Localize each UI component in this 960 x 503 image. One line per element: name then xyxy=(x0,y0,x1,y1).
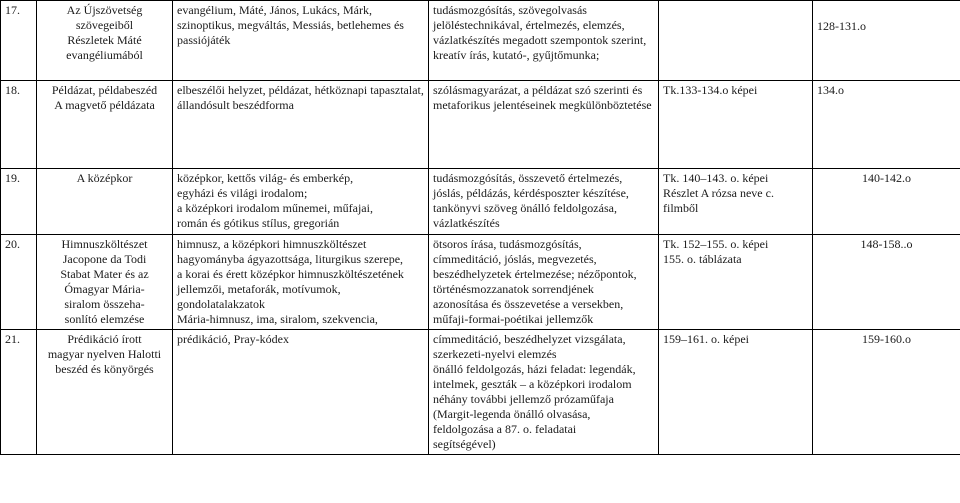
lesson-pages: 140-142.o xyxy=(813,169,960,235)
lesson-activity: tudásmozgósítás, szövegolvasás jelöléstechnikával, értelmezés, elemzés, vázlatkészítés megadott szempontok szerint, kreatív írás, kutató-, gyűjtőmunka; xyxy=(429,1,659,81)
content-line: hagyományba ágyazottsága, liturgikus szerepe, xyxy=(177,252,404,266)
activity-line: történésmozzanatok sorrendjének xyxy=(433,282,594,296)
table-row xyxy=(1,330,960,455)
content-line: román és gótikus stílus, gregorián xyxy=(177,216,340,230)
lesson-activity: szólásmagyarázat, a példázat szó szerinti és metaforikus jelentéseinek megkülönböztetése xyxy=(429,81,659,169)
topic-line: beszéd és könyörgés xyxy=(55,362,154,376)
activity-line: tankönyvi szöveg önálló feldolgozása, xyxy=(433,201,617,215)
activity-line: ötsoros írása, tudásmozgósítás, xyxy=(433,237,582,251)
activity-line: (Margit-legenda önálló olvasása, xyxy=(433,407,591,421)
lesson-number: 17. xyxy=(1,1,37,81)
activity-line: segítségével) xyxy=(433,437,496,451)
activity-line: önálló feldolgozás, házi feladat: legendák, xyxy=(433,362,636,376)
content-line: a középkori irodalom műnemei, műfajai, xyxy=(177,201,373,215)
activity-line: intelmek, geszták – a középkori irodalom xyxy=(433,377,632,391)
lesson-content: evangélium, Máté, János, Lukács, Márk, szinoptikus, megváltás, Messiás, betlehemes és passiójáték xyxy=(173,1,429,81)
lesson-activity xyxy=(429,169,659,235)
activity-line: beszédhelyzetek értelmezése; nézőpontok, xyxy=(433,267,637,281)
content-line: középkor, kettős világ- és emberkép, xyxy=(177,171,354,185)
lesson-topic xyxy=(37,235,173,330)
textbook-line: 159–161. o. képei xyxy=(663,332,749,346)
content-line: Mária-himnusz, ima, siralom, szekvencia, xyxy=(177,312,378,326)
lesson-number: 18. xyxy=(1,81,37,169)
content-line: prédikáció, Pray-kódex xyxy=(177,332,289,346)
lesson-topic xyxy=(37,81,173,169)
activity-line: szerkezeti-nyelvi elemzés xyxy=(433,347,557,361)
activity-line: címmeditáció, beszédhelyzet vizsgálata, xyxy=(433,332,626,346)
activity-line: azonosítása és összevetése a versekben, xyxy=(433,297,624,311)
topic-line: A középkor xyxy=(76,171,133,185)
lesson-content xyxy=(173,235,429,330)
topic-line: Prédikáció írott xyxy=(67,332,142,346)
topic-line: sonlító elemzése xyxy=(64,312,145,326)
lesson-textbook xyxy=(659,1,813,81)
activity-line: tudásmozgósítás, összevető értelmezés, xyxy=(433,171,623,185)
lesson-textbook xyxy=(659,330,813,455)
lesson-activity xyxy=(429,235,659,330)
lesson-content: elbeszélői helyzet, példázat, hétköznapi tapasztalat, állandósult beszédforma xyxy=(173,81,429,169)
topic-line: Ómagyar Mária- xyxy=(64,282,145,296)
lesson-content xyxy=(173,330,429,455)
textbook-line: Tk. 152–155. o. képei xyxy=(663,237,769,251)
lesson-textbook xyxy=(659,169,813,235)
lesson-number: 21. xyxy=(1,330,37,455)
table-row xyxy=(1,169,960,235)
topic-line: Az Újszövetség xyxy=(66,3,143,17)
lesson-content xyxy=(173,169,429,235)
topic-line: Példázat, példabeszéd xyxy=(51,83,158,97)
table-row xyxy=(1,235,960,330)
lesson-textbook xyxy=(659,235,813,330)
lesson-pages: 148-158..o xyxy=(813,235,960,330)
textbook-line: 155. o. táblázata xyxy=(663,252,742,266)
lesson-pages: 134.o xyxy=(813,81,960,169)
topic-line: A magvető példázata xyxy=(54,98,155,112)
lesson-topic xyxy=(37,169,173,235)
content-line: jellemzői, metaforák, motívumok, xyxy=(177,282,341,296)
topic-line: siralom összeha- xyxy=(64,297,145,311)
lesson-topic xyxy=(37,1,173,81)
content-line: a korai és érett középkor himnuszköltészetének xyxy=(177,267,404,281)
content-line: egyházi és világi irodalom; xyxy=(177,186,308,200)
content-line: himnusz, a középkori himnuszköltészet xyxy=(177,237,367,251)
lesson-pages: 128-131.o xyxy=(813,1,960,81)
lesson-number: 20. xyxy=(1,235,37,330)
activity-line: címmeditáció, jóslás, megvezetés, xyxy=(433,252,597,266)
activity-line: műfaji-formai-poétikai jellemzők xyxy=(433,312,594,326)
content-line: gondolatalakzatok xyxy=(177,297,265,311)
activity-line: feldolgozása a 87. o. feladatai xyxy=(433,422,577,436)
topic-line: Részletek Máté xyxy=(67,33,142,47)
activity-line: jóslás, példázás, kérdésposzter készítése, xyxy=(433,186,629,200)
topic-line: magyar nyelven Halotti xyxy=(47,347,162,361)
table-row xyxy=(1,1,960,81)
topic-line: evangéliumából xyxy=(66,48,143,62)
activity-line: vázlatkészítés xyxy=(433,216,500,230)
textbook-line: Tk. 140–143. o. képei xyxy=(663,171,769,185)
textbook-line: Részlet A rózsa neve c. xyxy=(663,186,774,200)
topic-line: szövegeiből xyxy=(75,18,134,32)
lesson-topic xyxy=(37,330,173,455)
lesson-activity xyxy=(429,330,659,455)
topic-line: Himnuszköltészet xyxy=(61,237,148,251)
lesson-number: 19. xyxy=(1,169,37,235)
textbook-line: filmből xyxy=(663,201,699,215)
activity-line: néhány további jellemző prózaműfaja xyxy=(433,392,614,406)
lesson-pages: 159-160.o xyxy=(813,330,960,455)
topic-line: Jacopone da Todi xyxy=(62,252,147,266)
topic-line: Stabat Mater és az xyxy=(60,267,149,281)
table-row xyxy=(1,81,960,169)
lesson-textbook: Tk.133-134.o képei xyxy=(659,81,813,169)
